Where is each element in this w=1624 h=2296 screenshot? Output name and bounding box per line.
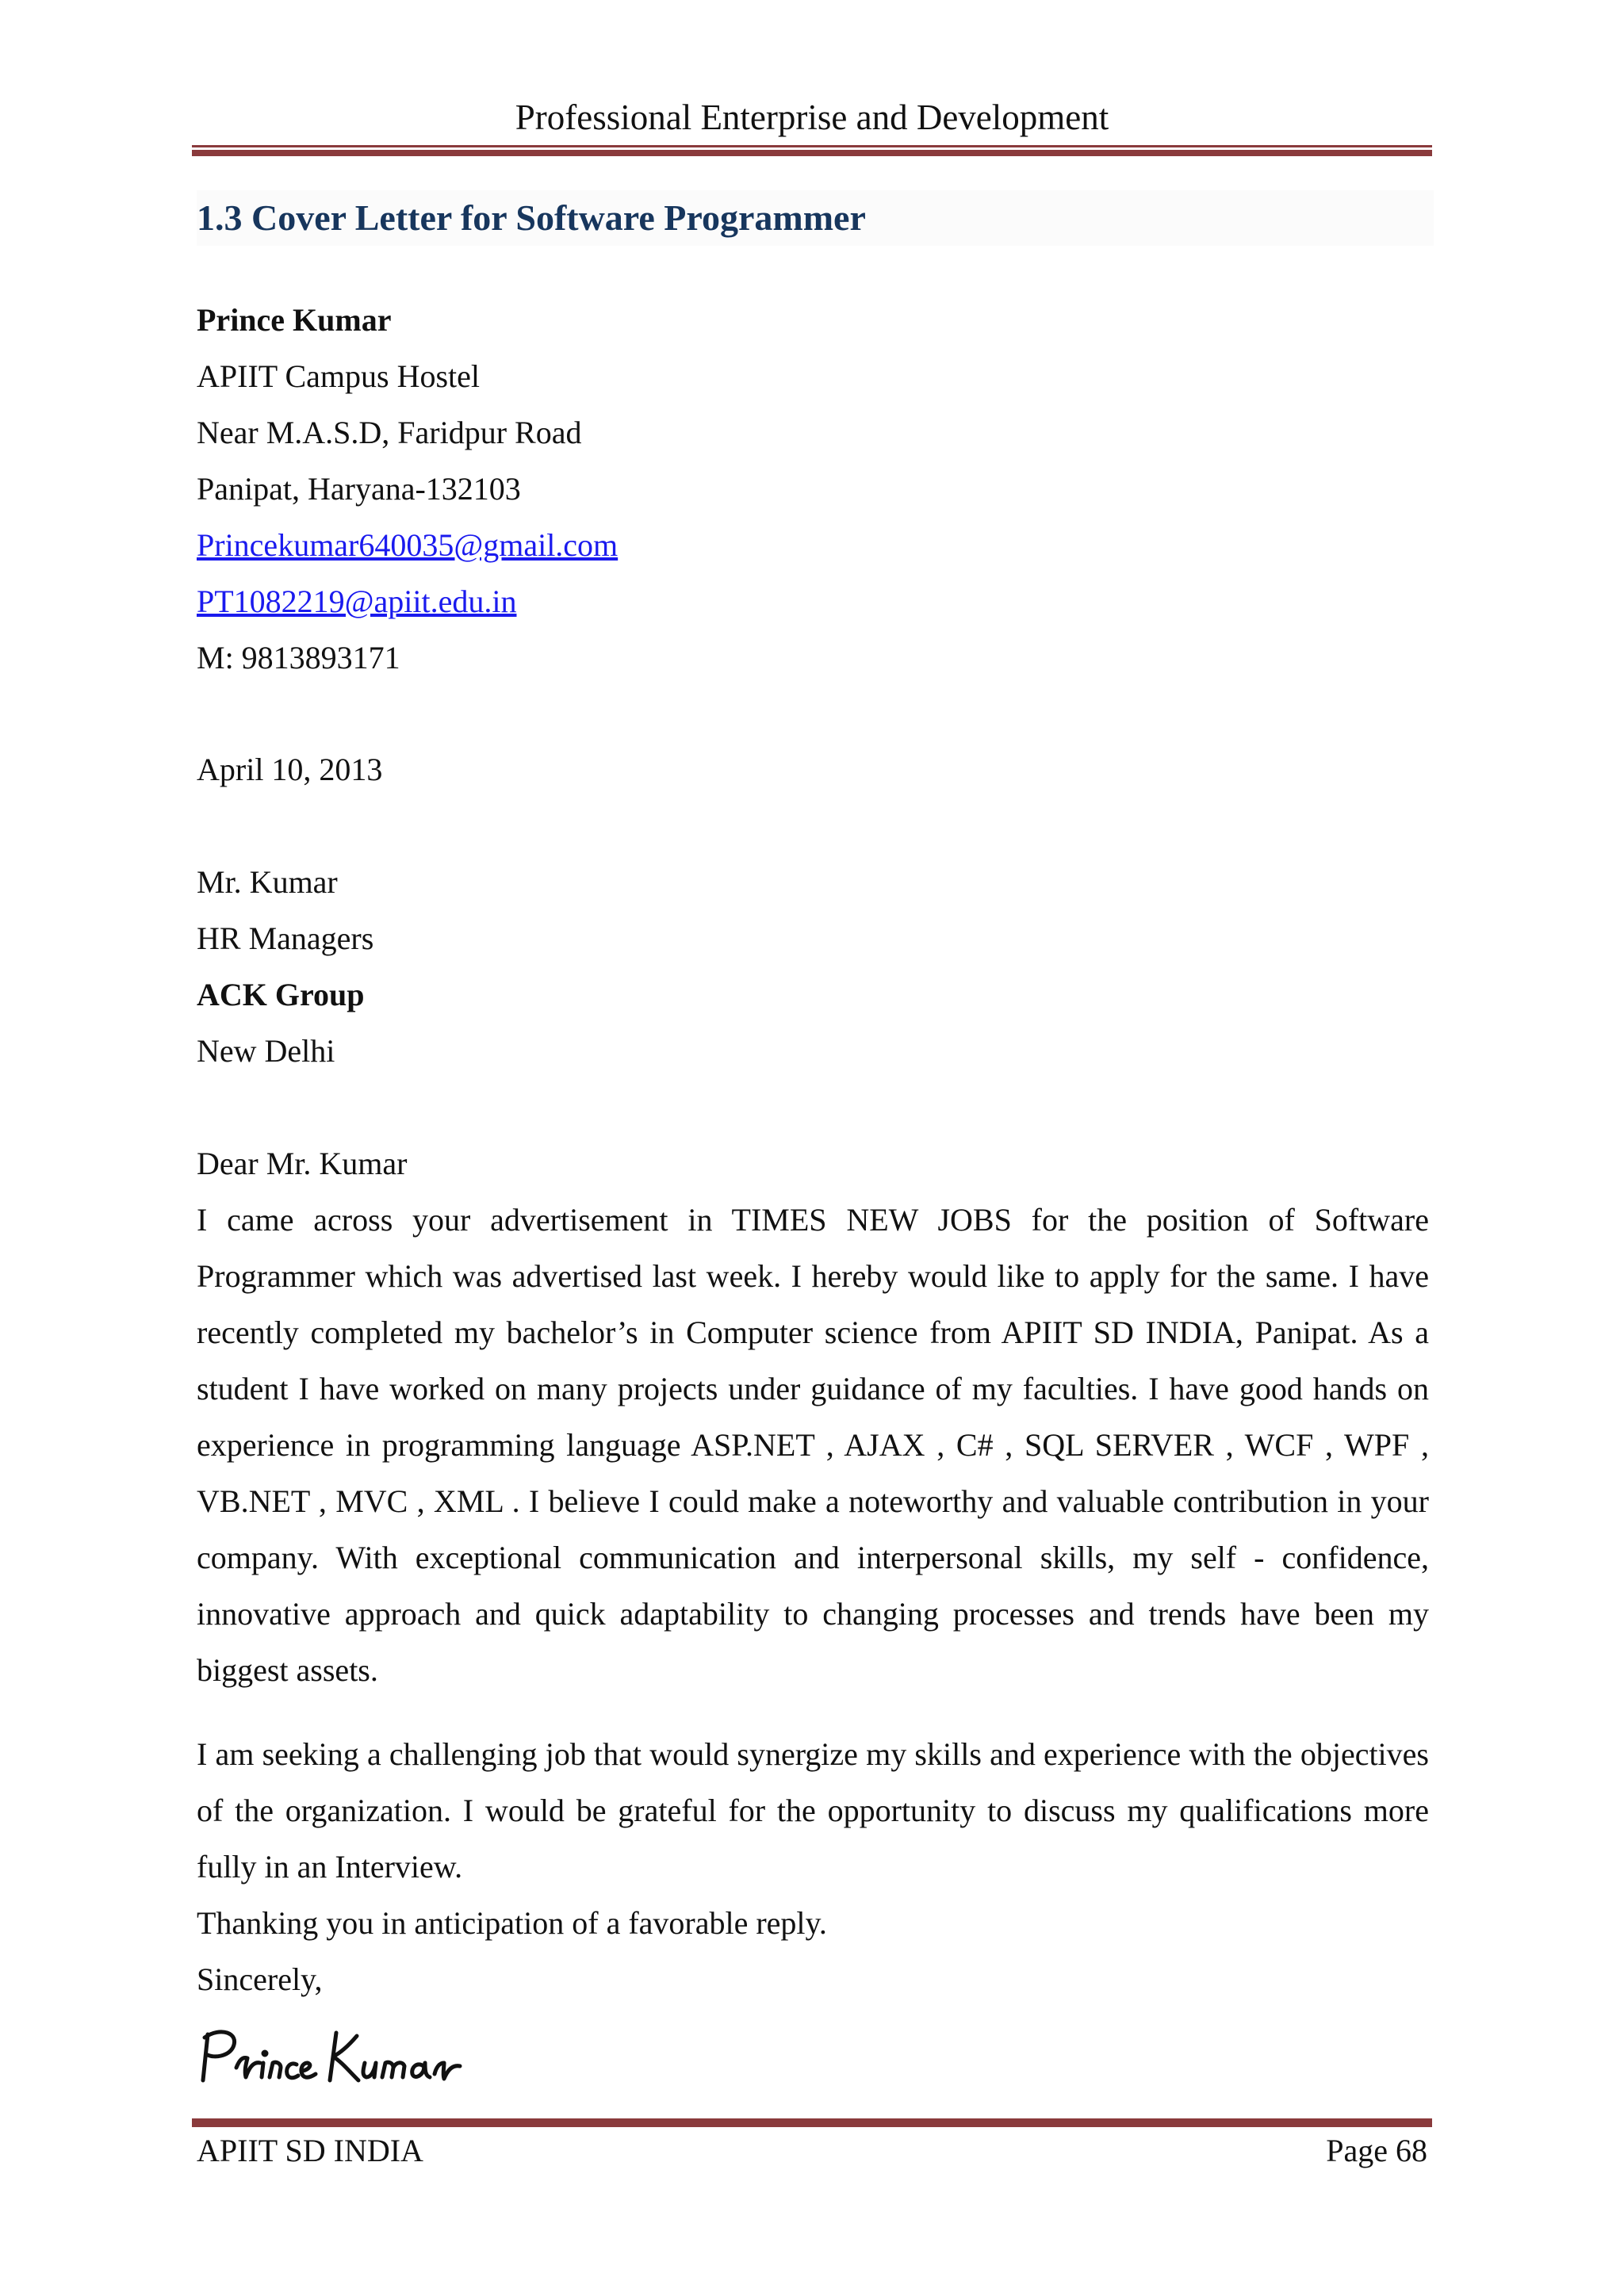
page-header-title: Professional Enterprise and Development	[515, 98, 1109, 137]
letter-date: April 10, 2013	[197, 752, 383, 787]
letter-paragraph-2: I am seeking a challenging job that would synergize my skills and experience with the objectives of the organization. I would be grateful for the opportunity to discuss my qualifications more fully in an Interview.	[197, 1736, 1429, 1885]
recipient-address-block	[197, 854, 1429, 1079]
sender-address-line1: APIIT Campus Hostel	[197, 358, 481, 394]
recipient-name: Mr. Kumar	[197, 864, 338, 900]
footer-page-number: Page 68	[1326, 2133, 1427, 2168]
letter-thanks: Thanking you in anticipation of a favorable reply.	[197, 1905, 827, 1941]
letter-paragraph-1: I came across your advertisement in TIMES NEW JOBS for the position of Software Programmer which was advertised last week. I hereby would like to apply for the same. I have recently completed my bachelor’s in Computer science from APIIT SD INDIA, Panipat. As a student I have worked on many projects under guidance of my faculties. I have good hands on experience in programming language ASP.NET , AJAX , C# , SQL SERVER , WCF , WPF , VB.NET , MVC , XML . I believe I could make a noteworthy and valuable contribution in your company. With exceptional communication and interpersonal skills, my self - confidence, innovative approach and quick adaptability to changing processes and trends have been my biggest assets.	[197, 1202, 1429, 1688]
sender-address-block	[197, 292, 1429, 686]
sender-address-line3: Panipat, Haryana-132103	[197, 471, 521, 507]
sender-address-line2: Near M.A.S.D, Faridpur Road	[197, 415, 582, 450]
sender-mobile: M: 9813893171	[197, 640, 400, 675]
footer-institution: APIIT SD INDIA	[197, 2133, 423, 2168]
header-divider	[192, 145, 1432, 156]
letter-salutation: Dear Mr. Kumar	[197, 1146, 408, 1181]
recipient-company: ACK Group	[197, 977, 365, 1012]
sender-email-link-gmail[interactable]: Princekumar640035@gmail.com	[197, 527, 619, 563]
recipient-city: New Delhi	[197, 1033, 335, 1069]
recipient-title: HR Managers	[197, 920, 374, 956]
letter-closing: Sincerely,	[197, 1961, 323, 1997]
sender-name: Prince Kumar	[197, 302, 392, 338]
sender-email-link-apiit[interactable]: PT1082219@apiit.edu.in	[197, 584, 517, 619]
letter-body	[197, 1135, 1429, 2007]
section-heading: 1.3 Cover Letter for Software Programmer	[197, 190, 1434, 246]
handwritten-signature	[197, 2019, 466, 2090]
